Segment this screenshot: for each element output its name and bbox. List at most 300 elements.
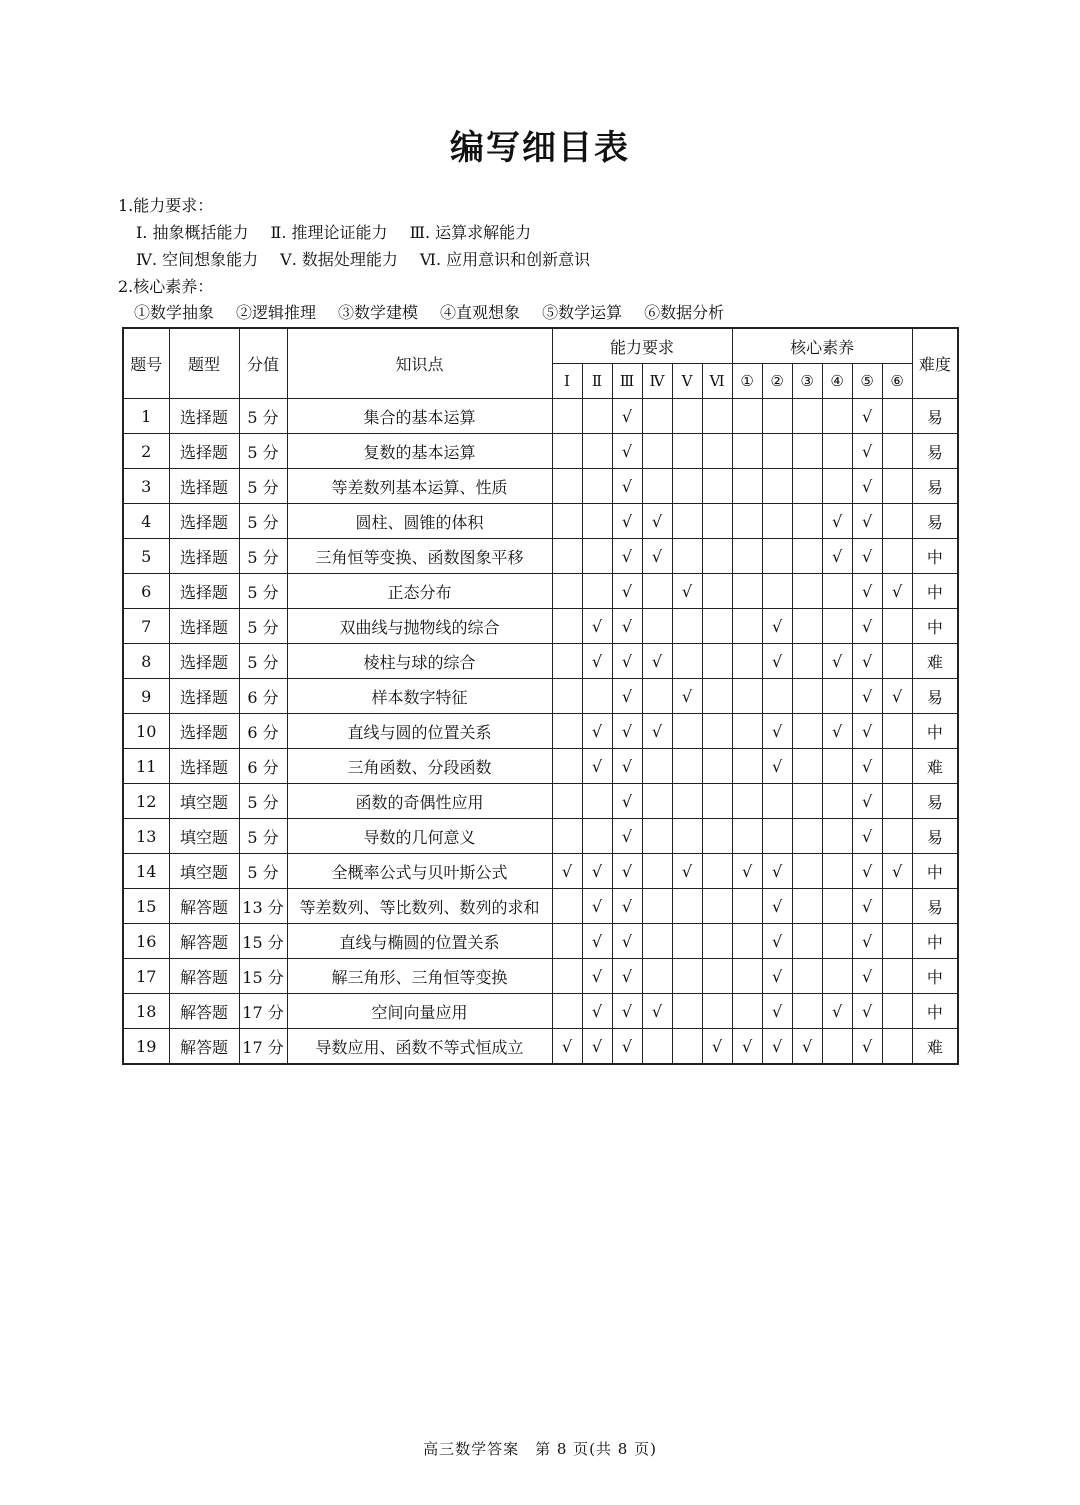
check-mark: √ [852,924,882,959]
empty-cell [702,469,732,504]
check-mark: √ [762,994,792,1029]
empty-cell [702,399,732,434]
check-mark: √ [852,574,882,609]
cell-knowledge: 导数应用、函数不等式恒成立 [287,1029,552,1065]
empty-cell [822,679,852,714]
empty-cell [672,609,702,644]
cell-type: 解答题 [169,924,239,959]
table-row [123,889,958,924]
empty-cell [552,749,582,784]
empty-cell [672,539,702,574]
empty-cell [882,539,912,574]
header-ability-col: Ⅲ [612,364,642,399]
empty-cell [792,889,822,924]
check-mark: √ [612,1029,642,1065]
empty-cell [642,399,672,434]
cell-difficulty: 中 [912,574,958,609]
cell-score: 6 分 [239,749,287,784]
cell-difficulty: 中 [912,854,958,889]
cell-no: 1 [123,399,169,434]
empty-cell [552,994,582,1029]
ability-item: Ⅱ. 推理论证能力 [270,223,388,242]
cell-difficulty: 易 [912,889,958,924]
empty-cell [762,574,792,609]
empty-cell [792,539,822,574]
empty-cell [822,784,852,819]
empty-cell [552,539,582,574]
header-literacy-col: ④ [822,364,852,399]
check-mark: √ [852,539,882,574]
empty-cell [882,609,912,644]
empty-cell [822,819,852,854]
check-mark: √ [762,609,792,644]
check-mark: √ [672,854,702,889]
cell-type: 选择题 [169,749,239,784]
empty-cell [762,784,792,819]
empty-cell [792,819,822,854]
empty-cell [882,504,912,539]
check-mark: √ [732,1029,762,1065]
empty-cell [552,819,582,854]
table-row [123,784,958,819]
empty-cell [702,889,732,924]
cell-difficulty: 易 [912,784,958,819]
empty-cell [582,469,612,504]
empty-cell [642,924,672,959]
cell-difficulty: 中 [912,959,958,994]
cell-knowledge: 等差数列基本运算、性质 [287,469,552,504]
cell-score: 6 分 [239,679,287,714]
empty-cell [762,469,792,504]
cell-score: 5 分 [239,399,287,434]
empty-cell [732,469,762,504]
check-mark: √ [852,1029,882,1065]
cell-type: 选择题 [169,679,239,714]
empty-cell [672,504,702,539]
empty-cell [732,889,762,924]
check-mark: √ [612,539,642,574]
check-mark: √ [672,574,702,609]
empty-cell [702,994,732,1029]
cell-no: 12 [123,784,169,819]
empty-cell [822,399,852,434]
literacy-item: ⑥数据分析 [644,303,725,322]
check-mark: √ [612,854,642,889]
cell-no: 13 [123,819,169,854]
check-mark: √ [702,1029,732,1065]
cell-no: 9 [123,679,169,714]
empty-cell [552,959,582,994]
empty-cell [822,959,852,994]
table-row [123,609,958,644]
empty-cell [672,469,702,504]
cell-no: 7 [123,609,169,644]
header-ability-col: Ⅰ [552,364,582,399]
cell-no: 14 [123,854,169,889]
check-mark: √ [612,819,642,854]
ability-item: Ⅲ. 运算求解能力 [409,223,532,242]
check-mark: √ [582,854,612,889]
cell-score: 5 分 [239,819,287,854]
empty-cell [732,714,762,749]
check-mark: √ [822,539,852,574]
empty-cell [582,574,612,609]
check-mark: √ [852,434,882,469]
empty-cell [762,504,792,539]
cell-no: 16 [123,924,169,959]
header-literacy-col: ① [732,364,762,399]
header-knowledge: 知识点 [287,328,552,399]
check-mark: √ [852,784,882,819]
table-row [123,469,958,504]
cell-score: 5 分 [239,539,287,574]
empty-cell [552,504,582,539]
cell-type: 解答题 [169,1029,239,1065]
check-mark: √ [642,644,672,679]
empty-cell [882,1029,912,1065]
cell-knowledge: 正态分布 [287,574,552,609]
header-literacy-col: ③ [792,364,822,399]
empty-cell [732,749,762,784]
empty-cell [882,924,912,959]
cell-knowledge: 复数的基本运算 [287,434,552,469]
cell-type: 填空题 [169,854,239,889]
empty-cell [582,434,612,469]
cell-type: 选择题 [169,714,239,749]
empty-cell [732,679,762,714]
check-mark: √ [612,889,642,924]
empty-cell [702,959,732,994]
empty-cell [882,994,912,1029]
empty-cell [672,434,702,469]
empty-cell [642,784,672,819]
check-mark: √ [612,714,642,749]
check-mark: √ [762,644,792,679]
cell-type: 选择题 [169,434,239,469]
cell-difficulty: 难 [912,749,958,784]
cell-knowledge: 等差数列、等比数列、数列的求和 [287,889,552,924]
cell-type: 选择题 [169,539,239,574]
cell-difficulty: 中 [912,609,958,644]
cell-score: 5 分 [239,504,287,539]
header-literacy-group: 核心素养 [732,328,912,364]
check-mark: √ [612,749,642,784]
cell-score: 5 分 [239,469,287,504]
cell-score: 5 分 [239,784,287,819]
check-mark: √ [822,994,852,1029]
check-mark: √ [852,819,882,854]
check-mark: √ [582,959,612,994]
header-score: 分值 [239,328,287,399]
check-mark: √ [852,469,882,504]
cell-no: 8 [123,644,169,679]
cell-type: 解答题 [169,889,239,924]
check-mark: √ [882,574,912,609]
cell-type: 解答题 [169,959,239,994]
empty-cell [552,889,582,924]
check-mark: √ [762,1029,792,1065]
check-mark: √ [552,1029,582,1065]
cell-score: 5 分 [239,434,287,469]
ability-item: Ⅴ. 数据处理能力 [280,250,398,269]
cell-difficulty: 中 [912,714,958,749]
empty-cell [822,434,852,469]
header-ability-col: Ⅳ [642,364,672,399]
cell-no: 5 [123,539,169,574]
empty-cell [582,679,612,714]
empty-cell [672,924,702,959]
check-mark: √ [852,994,882,1029]
check-mark: √ [612,784,642,819]
check-mark: √ [612,469,642,504]
check-mark: √ [612,644,642,679]
empty-cell [822,609,852,644]
empty-cell [792,679,822,714]
table-row [123,539,958,574]
empty-cell [792,574,822,609]
header-ability-col: Ⅵ [702,364,732,399]
header-literacy-col: ② [762,364,792,399]
header-ability-group: 能力要求 [552,328,732,364]
empty-cell [732,819,762,854]
empty-cell [582,819,612,854]
cell-no: 4 [123,504,169,539]
check-mark: √ [612,924,642,959]
empty-cell [702,679,732,714]
check-mark: √ [612,994,642,1029]
check-mark: √ [732,854,762,889]
empty-cell [552,714,582,749]
empty-cell [822,1029,852,1065]
empty-cell [882,644,912,679]
check-mark: √ [672,679,702,714]
page-footer: 高三数学答案 第 8 页(共 8 页) [423,1440,657,1458]
check-mark: √ [852,714,882,749]
empty-cell [702,504,732,539]
header-type: 题型 [169,328,239,399]
empty-cell [732,434,762,469]
literacy-item: ②逻辑推理 [236,303,317,322]
cell-no: 10 [123,714,169,749]
cell-knowledge: 棱柱与球的综合 [287,644,552,679]
empty-cell [822,749,852,784]
empty-cell [822,469,852,504]
empty-cell [552,399,582,434]
empty-cell [882,434,912,469]
check-mark: √ [852,854,882,889]
empty-cell [642,1029,672,1065]
page-title: 编写细目表 [450,128,630,168]
cell-difficulty: 易 [912,819,958,854]
empty-cell [762,819,792,854]
empty-cell [702,924,732,959]
check-mark: √ [852,749,882,784]
header-no: 题号 [123,328,169,399]
cell-knowledge: 直线与椭圆的位置关系 [287,924,552,959]
ability-item: Ⅵ. 应用意识和创新意识 [419,250,591,269]
empty-cell [702,784,732,819]
empty-cell [732,959,762,994]
check-mark: √ [852,959,882,994]
ability-list-line1 [136,220,553,243]
check-mark: √ [582,749,612,784]
empty-cell [792,784,822,819]
empty-cell [672,889,702,924]
ability-item: Ⅰ. 抽象概括能力 [136,223,249,242]
check-mark: √ [852,609,882,644]
empty-cell [732,574,762,609]
empty-cell [702,644,732,679]
cell-knowledge: 全概率公式与贝叶斯公式 [287,854,552,889]
check-mark: √ [612,679,642,714]
empty-cell [642,959,672,994]
check-mark: √ [642,714,672,749]
cell-knowledge: 集合的基本运算 [287,399,552,434]
check-mark: √ [612,434,642,469]
check-mark: √ [882,854,912,889]
empty-cell [582,539,612,574]
empty-cell [732,399,762,434]
ability-heading: 1.能力要求： [118,196,214,215]
check-mark: √ [762,749,792,784]
empty-cell [702,539,732,574]
empty-cell [732,784,762,819]
cell-type: 选择题 [169,644,239,679]
check-mark: √ [642,539,672,574]
empty-cell [822,574,852,609]
literacy-item: ⑤数学运算 [542,303,623,322]
empty-cell [552,679,582,714]
empty-cell [882,889,912,924]
empty-cell [792,434,822,469]
cell-type: 选择题 [169,609,239,644]
cell-no: 2 [123,434,169,469]
cell-knowledge: 直线与圆的位置关系 [287,714,552,749]
check-mark: √ [762,959,792,994]
empty-cell [882,399,912,434]
cell-score: 5 分 [239,609,287,644]
cell-difficulty: 易 [912,399,958,434]
header-literacy-col: ⑤ [852,364,882,399]
cell-type: 填空题 [169,784,239,819]
check-mark: √ [582,714,612,749]
check-mark: √ [852,504,882,539]
cell-knowledge: 解三角形、三角恒等变换 [287,959,552,994]
empty-cell [822,924,852,959]
table-row [123,679,958,714]
cell-no: 19 [123,1029,169,1065]
header-ability-col: Ⅴ [672,364,702,399]
cell-score: 17 分 [239,1029,287,1065]
literacy-item: ④直观想象 [440,303,521,322]
cell-knowledge: 空间向量应用 [287,994,552,1029]
cell-knowledge: 样本数字特征 [287,679,552,714]
check-mark: √ [762,889,792,924]
empty-cell [642,574,672,609]
check-mark: √ [642,994,672,1029]
table-row [123,434,958,469]
check-mark: √ [762,854,792,889]
cell-difficulty: 中 [912,539,958,574]
empty-cell [882,819,912,854]
empty-cell [672,714,702,749]
empty-cell [582,784,612,819]
check-mark: √ [582,889,612,924]
cell-score: 5 分 [239,574,287,609]
table-row [123,504,958,539]
empty-cell [672,749,702,784]
check-mark: √ [852,889,882,924]
table-row [123,644,958,679]
empty-cell [702,854,732,889]
cell-type: 选择题 [169,504,239,539]
table-row [123,819,958,854]
table-row [123,924,958,959]
check-mark: √ [612,959,642,994]
check-mark: √ [762,924,792,959]
empty-cell [792,959,822,994]
table-row [123,959,958,994]
empty-cell [582,504,612,539]
empty-cell [732,609,762,644]
empty-cell [882,714,912,749]
check-mark: √ [612,609,642,644]
cell-score: 5 分 [239,644,287,679]
empty-cell [882,469,912,504]
empty-cell [552,644,582,679]
check-mark: √ [612,574,642,609]
empty-cell [792,469,822,504]
cell-difficulty: 易 [912,434,958,469]
empty-cell [582,399,612,434]
empty-cell [642,889,672,924]
empty-cell [642,434,672,469]
cell-no: 18 [123,994,169,1029]
empty-cell [672,644,702,679]
literacy-item: ①数学抽象 [134,303,215,322]
empty-cell [672,399,702,434]
cell-knowledge: 导数的几何意义 [287,819,552,854]
empty-cell [672,1029,702,1065]
empty-cell [672,959,702,994]
check-mark: √ [612,504,642,539]
cell-score: 15 分 [239,959,287,994]
empty-cell [702,714,732,749]
empty-cell [702,434,732,469]
empty-cell [762,539,792,574]
cell-type: 选择题 [169,574,239,609]
cell-difficulty: 易 [912,679,958,714]
cell-difficulty: 易 [912,504,958,539]
table-row [123,714,958,749]
cell-score: 15 分 [239,924,287,959]
cell-score: 5 分 [239,854,287,889]
cell-knowledge: 圆柱、圆锥的体积 [287,504,552,539]
check-mark: √ [852,399,882,434]
check-mark: √ [582,609,612,644]
empty-cell [732,924,762,959]
empty-cell [642,749,672,784]
check-mark: √ [762,714,792,749]
empty-cell [792,854,822,889]
cell-no: 15 [123,889,169,924]
check-mark: √ [822,504,852,539]
table-row [123,574,958,609]
empty-cell [792,644,822,679]
cell-type: 填空题 [169,819,239,854]
cell-score: 17 分 [239,994,287,1029]
check-mark: √ [582,644,612,679]
